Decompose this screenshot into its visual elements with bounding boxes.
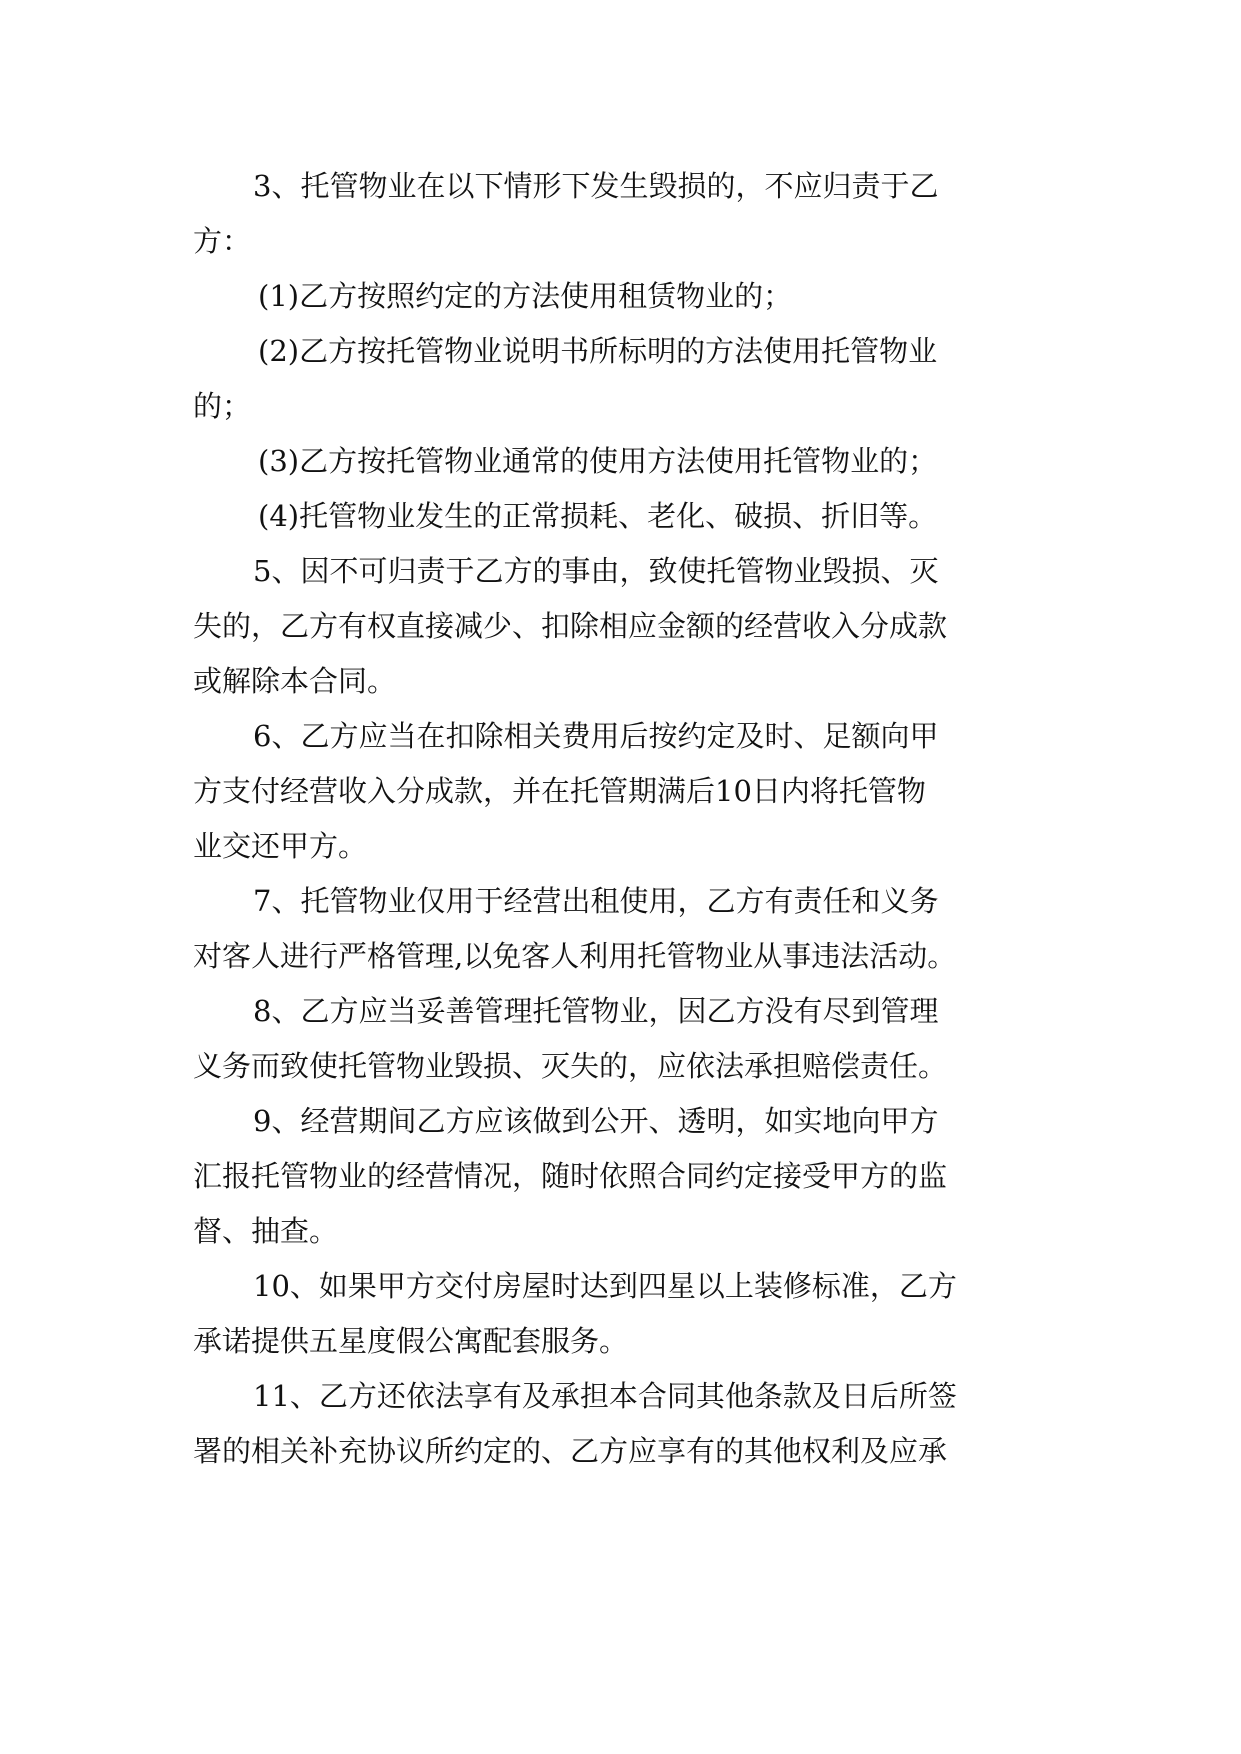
clause-9-line-1: 9、经营期间乙方应该做到公开、透明，如实地向甲方 (253, 1104, 939, 1138)
clause-3-item-3: (3)乙方按托管物业通常的使用方法使用托管物业的； (258, 444, 938, 478)
clause-8-line-1: 8、乙方应当妥善管理托管物业，因乙方没有尽到管理 (253, 994, 939, 1028)
clause-6-line-2: 方支付经营收入分成款，并在托管期满后10日内将托管物 (193, 774, 926, 808)
clause-3-line-2: 方： (193, 224, 252, 258)
clause-5-line-2: 失的，乙方有权直接减少、扣除相应金额的经营收入分成款 (193, 609, 948, 643)
clause-10-line-1: 10、如果甲方交付房屋时达到四星以上装修标准，乙方 (253, 1269, 957, 1303)
clause-3-item-2-line-2: 的； (193, 389, 252, 423)
clause-6-line-1: 6、乙方应当在扣除相关费用后按约定及时、足额向甲 (253, 719, 939, 753)
clause-11-line-1: 11、乙方还依法享有及承担本合同其他条款及日后所签 (253, 1379, 957, 1413)
clause-7-line-1: 7、托管物业仅用于经营出租使用，乙方有责任和义务 (253, 884, 939, 918)
clause-11-line-2: 署的相关补充协议所约定的、乙方应享有的其他权利及应承 (193, 1434, 948, 1468)
clause-6-line-3: 业交还甲方。 (193, 829, 368, 863)
clause-9-line-2: 汇报托管物业的经营情况，随时依照合同约定接受甲方的监 (193, 1159, 948, 1193)
clause-3-item-2-line-1: (2)乙方按托管物业说明书所标明的方法使用托管物业 (258, 334, 938, 368)
clause-5-line-3: 或解除本合同。 (193, 664, 397, 698)
clause-5-line-1: 5、因不可归责于乙方的事由，致使托管物业毁损、灭 (253, 554, 939, 588)
clause-9-line-3: 督、抽查。 (193, 1214, 339, 1248)
clause-3-line-1: 3、托管物业在以下情形下发生毁损的，不应归责于乙 (253, 169, 939, 203)
clause-3-item-4: (4)托管物业发生的正常损耗、老化、破损、折旧等。 (258, 499, 938, 533)
clause-7-line-2: 对客人进行严格管理,以免客人利用托管物业从事违法活动。 (193, 939, 957, 973)
clause-3-item-1: (1)乙方按照约定的方法使用租赁物业的； (258, 279, 793, 313)
clause-10-line-2: 承诺提供五星度假公寓配套服务。 (193, 1324, 629, 1358)
clause-8-line-2: 义务而致使托管物业毁损、灭失的，应依法承担赔偿责任。 (193, 1049, 948, 1083)
